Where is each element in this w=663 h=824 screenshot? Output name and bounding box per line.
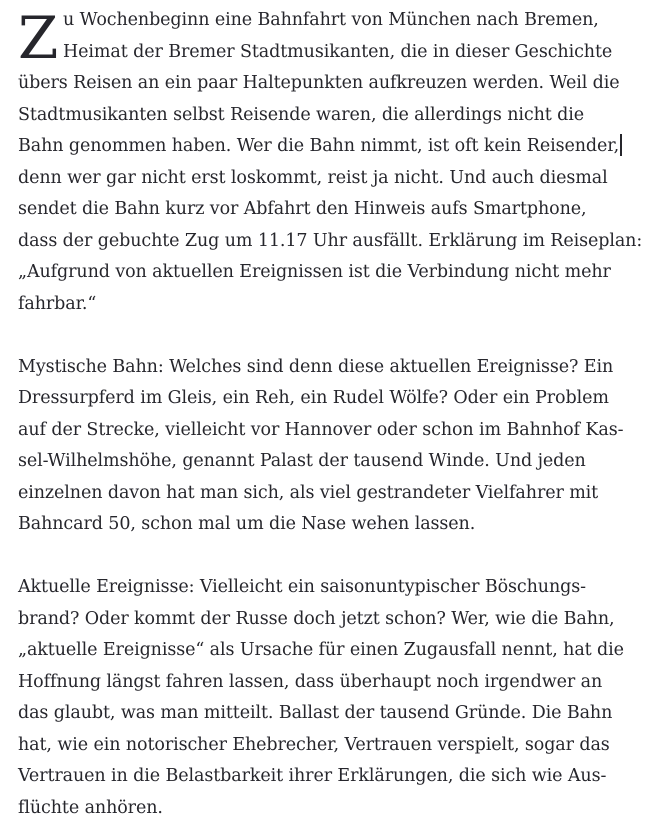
text-line: Hoffnung längst fahren lassen, dass überhaupt noch irgendwer an	[18, 667, 663, 699]
text-line: Stadtmusikanten selbst Reisende waren, die allerdings nicht die	[18, 100, 663, 132]
text-line: brand? Oder kommt der Russe doch jetzt schon? Wer, wie die Bahn,	[18, 604, 663, 636]
text-line: auf der Strecke, vielleicht vor Hannover oder schon im Bahnhof Kas-	[18, 415, 663, 447]
text-line: „Aufgrund von aktuellen Ereignissen ist die Verbindung nicht mehr	[18, 257, 663, 289]
text-line-with-caret	[18, 131, 663, 163]
paragraph-3	[18, 572, 663, 824]
text-line: flüchte anhören.	[18, 793, 663, 824]
text-line: einzelnen davon hat man sich, als viel gestrandeter Vielfahrer mit	[18, 478, 663, 510]
text-line: Bahn genommen haben. Wer die Bahn nimmt, ist oft kein Reisender,	[18, 136, 619, 156]
drop-cap: Z	[18, 9, 58, 67]
paragraph-spacer	[18, 541, 663, 573]
text-line: Mystische Bahn: Welches sind denn diese aktuellen Ereignisse? Ein	[18, 352, 663, 384]
text-line: übers Reisen an ein paar Haltepunkten aufkreuzen werden. Weil die	[18, 68, 663, 100]
text-line: Aktuelle Ereignisse: Vielleicht ein saisonuntypischer Böschungs-	[18, 572, 663, 604]
paragraph-spacer	[18, 320, 663, 352]
text-cursor	[620, 134, 622, 156]
text-line: sel-Wilhelmshöhe, genannt Palast der tausend Winde. Und jeden	[18, 446, 663, 478]
text-line: dass der gebuchte Zug um 11.17 Uhr ausfällt. Erklärung im Reiseplan:	[18, 226, 663, 258]
text-line: Dressurpferd im Gleis, ein Reh, ein Rudel Wölfe? Oder ein Problem	[18, 383, 663, 415]
text-line: sendet die Bahn kurz vor Abfahrt den Hinweis aufs Smartphone,	[18, 194, 663, 226]
text-line: Vertrauen in die Belastbarkeit ihrer Erklärungen, die sich wie Aus-	[18, 761, 663, 793]
text-line: das glaubt, was man mitteilt. Ballast der tausend Gründe. Die Bahn	[18, 698, 663, 730]
article-body	[18, 5, 663, 824]
paragraph-1	[18, 5, 663, 320]
text-line: „aktuelle Ereignisse“ als Ursache für einen Zugausfall nennt, hat die	[18, 635, 663, 667]
text-line: Heimat der Bremer Stadtmusikanten, die in dieser Geschichte	[18, 37, 663, 69]
text-line: Bahncard 50, schon mal um die Nase wehen lassen.	[18, 509, 663, 541]
text-line: hat, wie ein notorischer Ehebrecher, Vertrauen verspielt, sogar das	[18, 730, 663, 762]
text-line: fahrbar.“	[18, 289, 663, 321]
paragraph-2	[18, 352, 663, 541]
text-line: denn wer gar nicht erst loskommt, reist ja nicht. Und auch diesmal	[18, 163, 663, 195]
text-line: u Wochenbeginn eine Bahnfahrt von München nach Bremen,	[18, 5, 663, 37]
